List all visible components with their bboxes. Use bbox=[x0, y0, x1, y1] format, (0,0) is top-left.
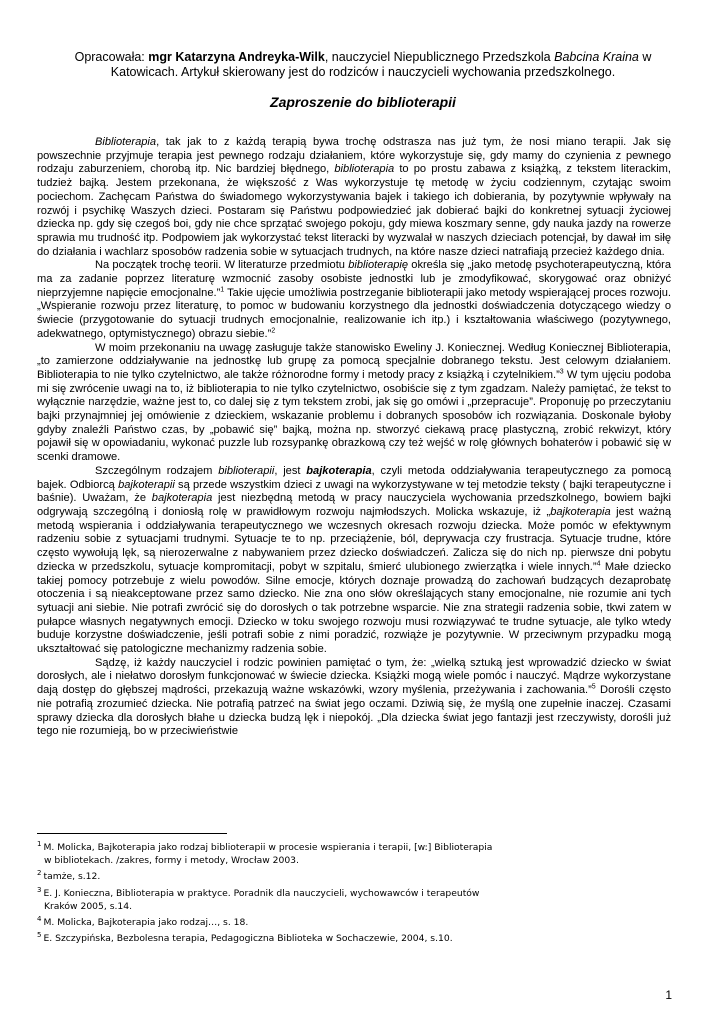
footnote-text: E. Szczypińska, Bezbolesna terapia, Pedagogiczna Biblioteka w Sochaczewie, 2004, s.10. bbox=[43, 933, 453, 945]
article-title: Zaproszenie do biblioterapii bbox=[270, 94, 456, 110]
page-number: 1 bbox=[665, 988, 672, 1002]
text-run: W tym ujęciu podoba mi się zwrócenie uwagi na to, iż biblioterapia to nie tylko czytelnictwo, osobiście się z tym zgadzam. Należy pamiętać, że tekst to wyłącznie narzędzie, ważne jest to, co dalej się z tym tekstem zrobi, jak się go omówi i „przepracuje”. Proponuję po przeczytaniu bajki przynajmniej jej omówienie z dzieckiem, wskazanie problemu i dobranych sposobów ich rozwiązania. Doskonale byłoby gdyby znaleźli Państwo czas, by „pobawić się” bajką, można np. stworzyć ciekawą pracę plastyczną, zrobić rekwizyt, który pojawił się w opowiadaniu, wykonać puzzle lub rozsypankę obrazkową czy też wejść w rolę głównych bohaterów i pobawić się w scenki dramowe. bbox=[37, 368, 671, 464]
italic-term: bajkoterapii bbox=[118, 478, 175, 491]
paragraph bbox=[37, 342, 671, 465]
text-run: są przede wszystkim dzieci z uwagi na wykorzystywane w tej metodzie teksty ( bajki terapeutyczne i baśnie). Uważam, że bbox=[37, 478, 671, 505]
header-mid: , nauczyciel Niepublicznego Przedszkola bbox=[324, 50, 555, 64]
text-run: jest ważną metodą wspierania i oddziaływania terapeutycznego we wczesnych okresach rozwoju dziecka. Może pomóc w efektywnym radzeniu sobie z sytuacjami trudnymi. Sytuacje te to np. przeciążenie, ból, deprywacja czy frustracja. Sytuacje trudne, które często wywołują lęk, są nierozerwalne z nabywaniem przez dziecko doświadczeń. Zalicza się do nich np. pierwsze dni pobytu dziecka w przedszkolu, sytuacje kompromitacji, pobyt w szpitalu, śmierć ulubionego zwierzątka i wiele innych.” bbox=[37, 505, 671, 573]
author-name: mgr Katarzyna Andreyka-Wilk bbox=[148, 50, 325, 64]
footnote-text-continued: Kraków 2005, s.14. bbox=[44, 900, 133, 912]
footnote-number: 5 bbox=[37, 931, 42, 940]
author-header bbox=[60, 50, 666, 80]
footnote-number: 3 bbox=[37, 885, 42, 894]
italic-term: biblioterapię bbox=[348, 259, 409, 272]
footnote-number: 2 bbox=[37, 869, 42, 878]
footnote-reference: 2 bbox=[271, 327, 276, 335]
article-body bbox=[37, 136, 671, 739]
school-name: Babcina Kraina bbox=[554, 50, 639, 64]
italic-term: biblioterapia bbox=[334, 163, 395, 176]
footnote bbox=[37, 887, 671, 913]
footnote-reference: 4 bbox=[596, 560, 601, 568]
text-run: jest niezbędną metodą w pracy nauczyciela wychowania przedszkolnego, bowiem bajki odgrywają szczególną i doniosłą rolę w prawidłowym rozwoju najmłodszych. Molicka wskazuje, iż „ bbox=[37, 492, 671, 518]
bold-italic-term: bajkoterapia bbox=[306, 464, 372, 477]
text-run: Sądzę, iż każdy nauczyciel i rodzic powinien pamiętać o tym, że: „wielką sztuką jest wprowadzić dziecko w świat dorosłych, ale i niełatwo dorosłym funkcjonować w świecie dziecka. Książki mogą wiele pomóc i nauczyć. Mądrze wykorzystane dają dostęp do głębszej mądrości, przekazują ważne wskazówki, wzory myślenia, przeżywania i zachowania.” bbox=[37, 656, 671, 697]
footnote-number: 1 bbox=[37, 839, 42, 848]
footnote bbox=[37, 932, 671, 945]
text-run: Dorośli często nie potrafią zrozumieć dziecka. Nie potrafią patrzeć na świat jego oczami. Dziwią się, że myślą one zupełnie inaczej. Czasami sprawy dziecka dla dorosłych błahe u dziecka budzą lęk i niepokój. „Dla dziecka świat jego fantazji jest rzeczywisty, dorośli już tego nie rozumieją, bo w przeciwieństwie bbox=[37, 684, 671, 738]
text-run: określa się „jako metodę psychoterapeutyczną, która ma za zadanie poprzez literaturę wzmocnić zasoby osobiste jednostki lub je zmodyfikować, skorygować oraz obniżyć nieprzyjemne napięcie emocjonalne.” bbox=[37, 259, 671, 299]
italic-term: bajkoterapia bbox=[550, 505, 611, 518]
italic-term: biblioterapii bbox=[218, 464, 275, 477]
header-prefix: Opracowała: bbox=[74, 50, 149, 64]
text-run: , jest bbox=[274, 464, 307, 477]
footnote-reference: 3 bbox=[559, 368, 564, 376]
paragraph bbox=[37, 465, 671, 657]
footnote-text-continued: w bibliotekach. /zakres, formy i metody, Wrocław 2003. bbox=[44, 855, 299, 867]
text-run: Szczególnym rodzajem bbox=[95, 464, 219, 477]
footnote bbox=[37, 870, 671, 883]
header-suffix: w Katowicach. Artykuł skierowany jest do rodziców i nauczycieli wychowania przedszkolnego. bbox=[110, 50, 652, 79]
footnote-reference: 5 bbox=[591, 683, 596, 691]
text-run: to po prostu zabawa z książką, z tekstem literackim, tudzież bajką. Jestem przekonana, że większość z Was wykorzystuje tę metodę w życiu codziennym, czytając swoim pociechom. Zachęcam Państwa do świadomego wykorzystywania bajek i takiego ich dobierania, by pozytywnie wpływały na rozwój i psychikę Waszych dzieci. Postaram się Państwu podpowiedzieć jak dobierać bajki do konkretnej sytuacji życiowej dziecka np. gdy się czegoś boi, gdy nie chce sprzątać swojego pokoju, gdy miewa koszmary senne, gdy nauka jazdy na rowerze sprawia mu trudność itp. Podpowiem jak wykorzystać tekst literacki by wyzwalał w naszych dzieciach potencjał, by dawał im siłę do działania i wachlarz sposobów radzenia sobie w sytuacjach trudnych, na które nasze dzieci natrafiają przecież każdego dnia. bbox=[37, 163, 671, 258]
footnote bbox=[37, 916, 671, 929]
text-run: Małe dziecko takiej pomocy potrzebuje z wielu powodów. Silne emocje, których doznaje prowadzą do zachowań budzących dezaprobatę otoczenia i są nieakceptowane przez samo dziecko. Nie zna ono słów określających stany emocjonalne, nie rozumie ani tych sytuacji ani siebie. Nie potrafi zwrócić się do dorosłych o tak potrzebne wsparcie. Nie zna strategii radzenia sobie, tkwi zatem w pułapce własnych negatywnych emocji. Dziecko w toku swojego rozwoju musi rozwiązywać te trudne sytuacje, ale tylko wtedy buduje korzystne doświadczenie, jeśli potrafi sobie z nimi poradzić, rozwiąże je pozytywnie. W przeciwnym przypadku mogą ukształtować się patologiczne mechanizmy radzenia sobie. bbox=[37, 560, 671, 656]
text-run: Na początek trochę teorii. W literaturze przedmiotu bbox=[95, 259, 349, 272]
paragraph bbox=[37, 136, 671, 259]
footnote-separator bbox=[37, 833, 227, 834]
footnote-text: M. Molicka, Bajkoterapia jako rodzaj…, s. 18. bbox=[43, 917, 249, 929]
footnotes-section bbox=[37, 841, 671, 948]
footnote-text: E. J. Konieczna, Biblioterapia w praktyce. Poradnik dla nauczycieli, wychowawców i terapeutów bbox=[43, 887, 480, 899]
paragraph bbox=[37, 259, 671, 341]
italic-term: bajkoterapia bbox=[151, 492, 213, 505]
paragraph bbox=[37, 657, 671, 739]
italic-term: Biblioterapia bbox=[95, 136, 157, 148]
text-run: , czyli metoda oddziaływania terapeutycznego za pomocą bajek. Odbiorcą bbox=[37, 464, 671, 491]
text-run: , tak jak to z każdą terapią bywa trochę odstrasza nas już tym, że nosi miano terapii. Jak się powszechnie przyjmuje terapia jest pewnego rodzaju działaniem, które wykorzystuje się, gdy mamy do czynienia z pewnego rodzaju zaburzeniem, chorobą itp. Nic bardziej błędnego, bbox=[37, 136, 671, 176]
footnote-reference: 1 bbox=[220, 286, 225, 294]
footnote-number: 4 bbox=[37, 914, 42, 923]
footnote-text: M. Molicka, Bajkoterapia jako rodzaj biblioterapii w procesie wspierania i terapii, [w:] Biblioterapia bbox=[43, 842, 493, 853]
text-run: Takie ujęcie umożliwia postrzeganie biblioterapii jako metody wspierającej proces rozwoju. „Wspieranie rozwoju przez literaturę, to pomoc w budowaniu korzystnego dla jednostki doświadczenia dotyczącego wiedzy o świecie (przygotowanie do sytuacji trudnych emocjonalnie, realizowanie ich itp.) i kształtowania właściwego (pozytywnego, adekwatnego, optymistycznego) obrazu siebie.” bbox=[37, 286, 672, 340]
text-run: W moim przekonaniu na uwagę zasługuje także stanowisko Eweliny J. Koniecznej. Według Koniecznej Biblioterapia, „to zamierzone oddziaływanie na jednostkę lub grupę za pomocą specjalnie dobranego tekstu. Jest celowym działaniem. Biblioterapia to nie tylko czytelnictwo, ale także różnorodne formy i metody pracy z książką i czytelnikiem.” bbox=[37, 341, 671, 381]
footnote bbox=[37, 841, 671, 867]
footnote-text: tamże, s.12. bbox=[43, 871, 101, 883]
